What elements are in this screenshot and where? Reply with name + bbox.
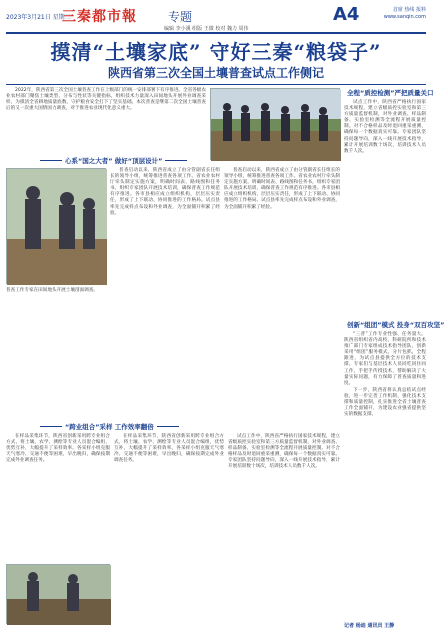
photo-sampling-image <box>7 169 107 285</box>
sampling-column-2 <box>114 434 224 624</box>
sampling-text-3: 试点工作中，陕西省严格执行国家技术规程，建立省级质控实验室和第三方质量监督机制，对外业调查、样品制备、实验室检测等全流程开展质量控制。对不合格样品及时退回重采重测，确保每一个数据真实可靠。专家团队坚持问题导向，深入一线开展技术指导，累计开展培训数十场次，培训技术人员数千人次。 <box>228 434 340 470</box>
quality-column <box>344 100 426 264</box>
issue-date: 2023年3月21日 星期二 <box>6 14 71 21</box>
heading-text: 全程“质控检测”严把质量关口 <box>347 89 434 97</box>
page-subheadline: 陕西省第三次全国土壤普查试点工作侧记 <box>107 66 324 80</box>
design-column <box>110 168 220 418</box>
photo-field-survey-image <box>211 89 341 161</box>
section-heading-team <box>344 320 444 329</box>
section-heading-design <box>40 156 187 165</box>
design-text: 普查启动以来，陕西省成立了由分管副省长任组长的领导小组，统筹推进普查各项工作。省农业农村厅牵头制定实施方案，明确时间表、路线图和任务书，组织专家团队开展技术培训，确保普查工作规范有序推进。各市县相应成立组织机构，层层压实责任，形成了上下联动、协同推进的工作格局。试点县率先完成样点布设和外业调查，为全面铺开积累了经验。 <box>110 168 220 216</box>
sampling-column-3 <box>228 434 340 624</box>
photo-lab-image <box>7 565 111 625</box>
section-title: 专题 <box>168 10 193 24</box>
newspaper-logo: 三秦都市報 <box>62 9 137 25</box>
photo-lab <box>6 564 110 624</box>
photo-field-survey <box>210 88 340 160</box>
design-text-2: 普查启动以来，陕西省成立了由分管副省长任组长的领导小组，统筹推进普查各项工作。省农业农村厅牵头制定实施方案，明确时间表、路线图和任务书，组织专家团队开展技术培训，确保普查工作规范有序推进。各市县相应成立组织机构，层层压实责任，形成了上下联动、协同推进的工作格局。试点县率先完成样点布设和外业调查，为全面铺开积累了经验。 <box>224 168 340 210</box>
divider <box>6 84 426 85</box>
section-heading-sampling <box>40 422 179 431</box>
design-column-2 <box>224 168 340 418</box>
heading-text: 创新“组团”模式 投身“双百攻坚” <box>347 321 444 329</box>
hotline-block <box>362 7 426 21</box>
sampling-text-1: 在样品采集环节，陕西省创新采用跨专业组合方式，将土壤、农学、测绘等专业人员混合编组，优势互补，大幅提升了采样效率。各采样小组克服天气寒冷、交通不便等困难，早出晚归，确保按期完成外业调查任务。 <box>6 434 110 464</box>
photo-sampling <box>6 168 106 284</box>
editor-credits: 编辑 李小溪 组版 王微 校对 魏力 周伟 <box>164 26 249 32</box>
team-column <box>344 332 426 622</box>
quality-text: 试点工作中，陕西省严格执行国家技术规程，建立省级质控实验室和第三方质量监督机制，对外业调查、样品制备、实验室检测等全流程开展质量控制。对不合格样品及时退回重采重测，确保每一个数据真实可靠。专家团队坚持问题导向，深入一线开展技术指导，累计开展培训数十场次，培训技术人员数千人次。 <box>344 100 426 154</box>
sampling-text-2: 在样品采集环节，陕西省创新采用跨专业组合方式，将土壤、农学、测绘等专业人员混合编组，优势互补，大幅提升了采样效率。各采样小组克服天气寒冷、交通不便等困难，早出晚归，确保按期完成外业调查任务。 <box>114 434 224 464</box>
page-number: A4 <box>333 4 360 25</box>
heading-text: 心系“国之大者” 做好“顶层设计” <box>65 157 163 165</box>
intro-text: 2022年，陕西省第三次全国土壤普查工作在上级部门的统一安排部署下有序推进。全省各级农业农村部门聚焦土壤类型、分布与性状等关键指标，组织技术力量深入田间地头开展外业调查采样，为摸清全省耕地质量底数、守护粮食安全打下了坚实基础。本次普查是继第二次全国土壤普查后的又一次重大国情国力调查，对于推进农业现代化意义重大。 <box>6 88 206 112</box>
byline: 记者 杨迪 通讯员 王静 <box>344 623 395 629</box>
page-headline: 摸清“土壤家底” 守好三秦“粮袋子” <box>50 40 382 64</box>
photo-caption: 普查工作专家在田间地头开展土壤剖面调查。 <box>6 288 98 293</box>
sampling-column-1 <box>6 434 110 560</box>
heading-text: “跨业组合”采样 工作效率翻倍 <box>65 423 154 431</box>
section-heading-quality <box>344 88 434 97</box>
closing-text: 下一步，陕西省将认真总结试点经验，进一步完善工作机制，强化技术支撑和质量控制，扎实推进全省土壤普查工作全面铺开，为建设农业强省提供坚实的数据支撑。 <box>344 387 426 418</box>
website-url: www.sanqin.com <box>383 14 426 20</box>
team-text: “三普”工作专业性强、任务量大。陕西省组织省内高校、科研院所和技术推广部门专家组成技术指导团队，创新采用“组团”服务模式，分片包抓，全程跟进，为试点县提供全方位的技术支撑。专家们与基层技术人员同吃同住同工作，手把手传授技术，帮助解决了大量实际问题，有力保障了普查质量和进度。 <box>344 332 426 386</box>
hotline-label: 首席 热线 报料 <box>392 7 426 13</box>
masthead <box>6 4 426 34</box>
intro-paragraph <box>6 88 206 152</box>
